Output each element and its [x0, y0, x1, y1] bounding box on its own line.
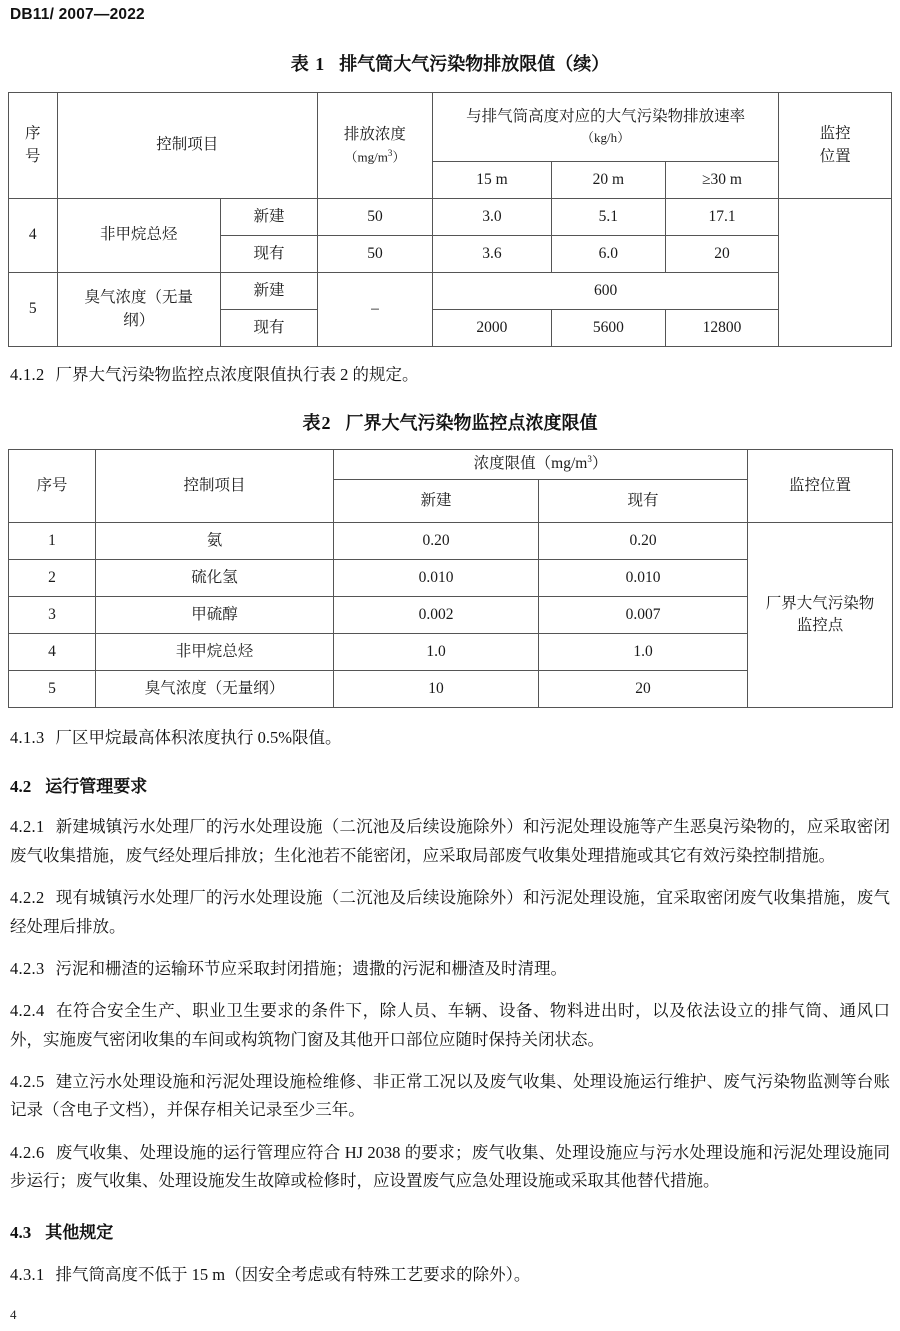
paragraph-4-3-1: [10, 1261, 890, 1289]
section-heading-4-3: [10, 1218, 890, 1243]
table1-row5-concentration: –: [318, 273, 433, 347]
paragraph-4-1-3-text: 厂区甲烷最高体积浓度执行 0.5%限值。: [55, 728, 342, 747]
table2-row3-seq: 3: [9, 597, 96, 634]
table2-row2-item: 硫化氢: [96, 560, 334, 597]
table1-row5-existing-type: 现有: [220, 310, 317, 347]
table1-row5-existing-h30: 12800: [665, 310, 779, 347]
table2-wrapper: [8, 449, 892, 708]
table1-row5-new-merged-value: 600: [432, 273, 779, 310]
paragraph-4-2-3-text: 污泥和栅渣的运输环节应采取封闭措施；遗撒的污泥和栅渣及时清理。: [55, 958, 567, 978]
table2-row2-existing: 0.010: [539, 560, 748, 597]
paragraph-4-1-3-number: 4.1.3: [10, 728, 45, 747]
table2-row5-new: 10: [334, 671, 539, 708]
paragraph-4-2-2-number: 4.2.2: [10, 888, 45, 908]
table2-header-seq: 序号: [9, 450, 96, 523]
paragraph-4-2-5-text: 建立污水处理设施和污泥处理设施检维修、非正常工况以及废气收集、处理设施运行维护、废气污染物监测等台账记录（含电子文档），并保存相关记录至少三年。: [10, 1072, 890, 1120]
table2-row5-existing: 20: [539, 671, 748, 708]
table2-header-monitor-position: 监控位置: [748, 450, 893, 523]
paragraph-4-1-2-number: 4.1.2: [10, 365, 45, 384]
section-4-2-title: 运行管理要求: [45, 777, 148, 797]
table1-wrapper: [8, 92, 892, 347]
table1-row4-new-concentration: 50: [318, 199, 433, 236]
table1-row5-new-type: 新建: [220, 273, 317, 310]
table2-row4-seq: 4: [9, 634, 96, 671]
table2-row1-item: 氨: [96, 523, 334, 560]
paragraph-4-2-1: [10, 813, 890, 870]
table2-row4-item: 非甲烷总烃: [96, 634, 334, 671]
table2-row5-seq: 5: [9, 671, 96, 708]
paragraph-4-2-1-number: 4.2.1: [10, 817, 45, 837]
table1-row5-existing-h20: 5600: [552, 310, 666, 347]
table2-row3-new: 0.002: [334, 597, 539, 634]
paragraph-4-2-4: [10, 997, 890, 1054]
table2-row5-item: 臭气浓度（无量纲）: [96, 671, 334, 708]
table-row: [9, 523, 893, 560]
table1-header-emission-concentration: 排放浓度 $(mg/m^3)$: [318, 93, 433, 199]
table2-caption-text: 厂界大气污染物监控点浓度限值: [345, 413, 598, 434]
paragraph-4-3-1-text: 排气筒高度不低于 15 m（因安全考虑或有特殊工艺要求的除外）。: [55, 1264, 531, 1284]
paragraph-4-2-6: [10, 1139, 890, 1196]
table2-row2-new: 0.010: [334, 560, 539, 597]
table1-row4-new-h30: 17.1: [665, 199, 779, 236]
paragraph-4-2-5: [10, 1068, 890, 1125]
table-row: [9, 273, 892, 310]
paragraph-4-2-4-text: 在符合安全生产、职业卫生要求的条件下，除人员、车辆、设备、物料进出时，以及依法设立的排气筒、通风口外，实施废气密闭收集的车间或构筑物门窗及其他开口部位应随时保持关闭状态。: [10, 1001, 890, 1049]
table2-row1-seq: 1: [9, 523, 96, 560]
table1-row4-new-type: 新建: [220, 199, 317, 236]
table2-row1-existing: 0.20: [539, 523, 748, 560]
table2-row4-existing: 1.0: [539, 634, 748, 671]
table1-header-emission-concentration-unit: $(mg/m^3)$: [344, 147, 406, 164]
table1-row4-existing-concentration: 50: [318, 236, 433, 273]
paragraph-4-2-2-text: 现有城镇污水处理厂的污水处理设施（二沉池及后续设施除外）和污泥处理设施，宜采取密闭废气收集措施，废气经处理后排放。: [10, 888, 890, 936]
table1-row5-item: 臭气浓度（无量 纲）: [57, 273, 220, 347]
section-4-3-title: 其他规定: [45, 1222, 114, 1242]
table1-row4-item: 非甲烷总烃: [57, 199, 220, 273]
table1-row4-existing-h20: 6.0: [552, 236, 666, 273]
table1-caption: [8, 50, 892, 76]
table1-header-seq: 序 号: [9, 93, 58, 199]
table2-row2-seq: 2: [9, 560, 96, 597]
table1-row5-existing-h15: 2000: [432, 310, 551, 347]
running-header-standard-code: DB11/ 2007—2022: [10, 6, 145, 23]
table2-row3-existing: 0.007: [539, 597, 748, 634]
section-4-3-number: 4.3: [10, 1222, 32, 1242]
table2-header-control-item: 控制项目: [96, 450, 334, 523]
paragraph-4-2-1-text: 新建城镇污水处理厂的污水处理设施（二沉池及后续设施除外）和污泥处理设施等产生恶臭污染物的，应采取密闭废气收集措施，废气经处理后排放；生化池若不能密闭，应采取局部废气收集处理措施或其它有效污染控制措施。: [10, 817, 890, 865]
section-heading-4-2: [10, 772, 890, 797]
paragraph-4-2-6-text: 废气收集、处理设施的运行管理应符合 HJ 2038 的要求；废气收集、处理设施应与污水处理设施和污泥处理设施同步运行；废气收集、处理设施发生故障或检修时，应设置废气应急处理设施或采取其他替代措施。: [10, 1142, 890, 1191]
paragraph-4-2-6-number: 4.2.6: [10, 1142, 45, 1162]
table2-row1-new: 0.20: [334, 523, 539, 560]
table1-caption-text: 排气筒大气污染物排放限值（续）: [339, 54, 610, 74]
table2-header-row-1: [9, 450, 893, 480]
table1-header-height-30m: ≥30 m: [665, 162, 779, 199]
table1-header-row-1: [9, 93, 892, 162]
table1-header-control-item: 控制项目: [57, 93, 317, 199]
table2-boundary-concentration-limits: [8, 449, 893, 708]
table2-header-concentration-limit: 浓度限值$(mg/m^3)$: [334, 450, 748, 480]
table1-row4-new-h20: 5.1: [552, 199, 666, 236]
table2-caption: [8, 409, 892, 435]
section-4-2-number: 4.2: [10, 777, 32, 797]
table1-emission-limits: [8, 92, 892, 347]
table2-monitor-position-value: 厂界大气污染物 监控点: [748, 523, 893, 708]
table1-monitor-position-value: [779, 199, 892, 347]
paragraph-4-1-2-text: 厂界大气污染物监控点浓度限值执行表 2 的规定。: [55, 365, 419, 384]
paragraph-4-1-2: [10, 361, 890, 389]
table1-row4-existing-type: 现有: [220, 236, 317, 273]
table2-caption-number: 表2: [302, 413, 332, 434]
paragraph-4-2-2: [10, 884, 890, 941]
paragraph-4-2-4-number: 4.2.4: [10, 1001, 45, 1021]
paragraph-4-2-3-number: 4.2.3: [10, 958, 45, 978]
table2-row4-new: 1.0: [334, 634, 539, 671]
paragraph-4-2-3: [10, 955, 890, 983]
table2-header-existing: 现有: [539, 480, 748, 523]
table1-row4-new-h15: 3.0: [432, 199, 551, 236]
paragraph-4-3-1-number: 4.3.1: [10, 1264, 45, 1284]
table1-row5-seq: 5: [9, 273, 58, 347]
table1-row4-seq: 4: [9, 199, 58, 273]
table1-header-height-20m: 20 m: [552, 162, 666, 199]
table1-header-monitor-position: 监控 位置: [779, 93, 892, 199]
table2-row3-item: 甲硫醇: [96, 597, 334, 634]
table1-header-height-15m: 15 m: [432, 162, 551, 199]
paragraph-4-2-5-number: 4.2.5: [10, 1072, 45, 1091]
table1-caption-number: 表 1: [290, 54, 326, 74]
paragraph-4-1-3: [10, 724, 890, 752]
table1-header-emission-rate: 与排气筒高度对应的大气污染物排放速率 （kg/h）: [432, 93, 779, 162]
page-number: 4: [10, 1307, 17, 1322]
table-row: [9, 199, 892, 236]
table1-row4-existing-h15: 3.6: [432, 236, 551, 273]
table1-row4-existing-h30: 20: [665, 236, 779, 273]
table2-header-new: 新建: [334, 480, 539, 523]
